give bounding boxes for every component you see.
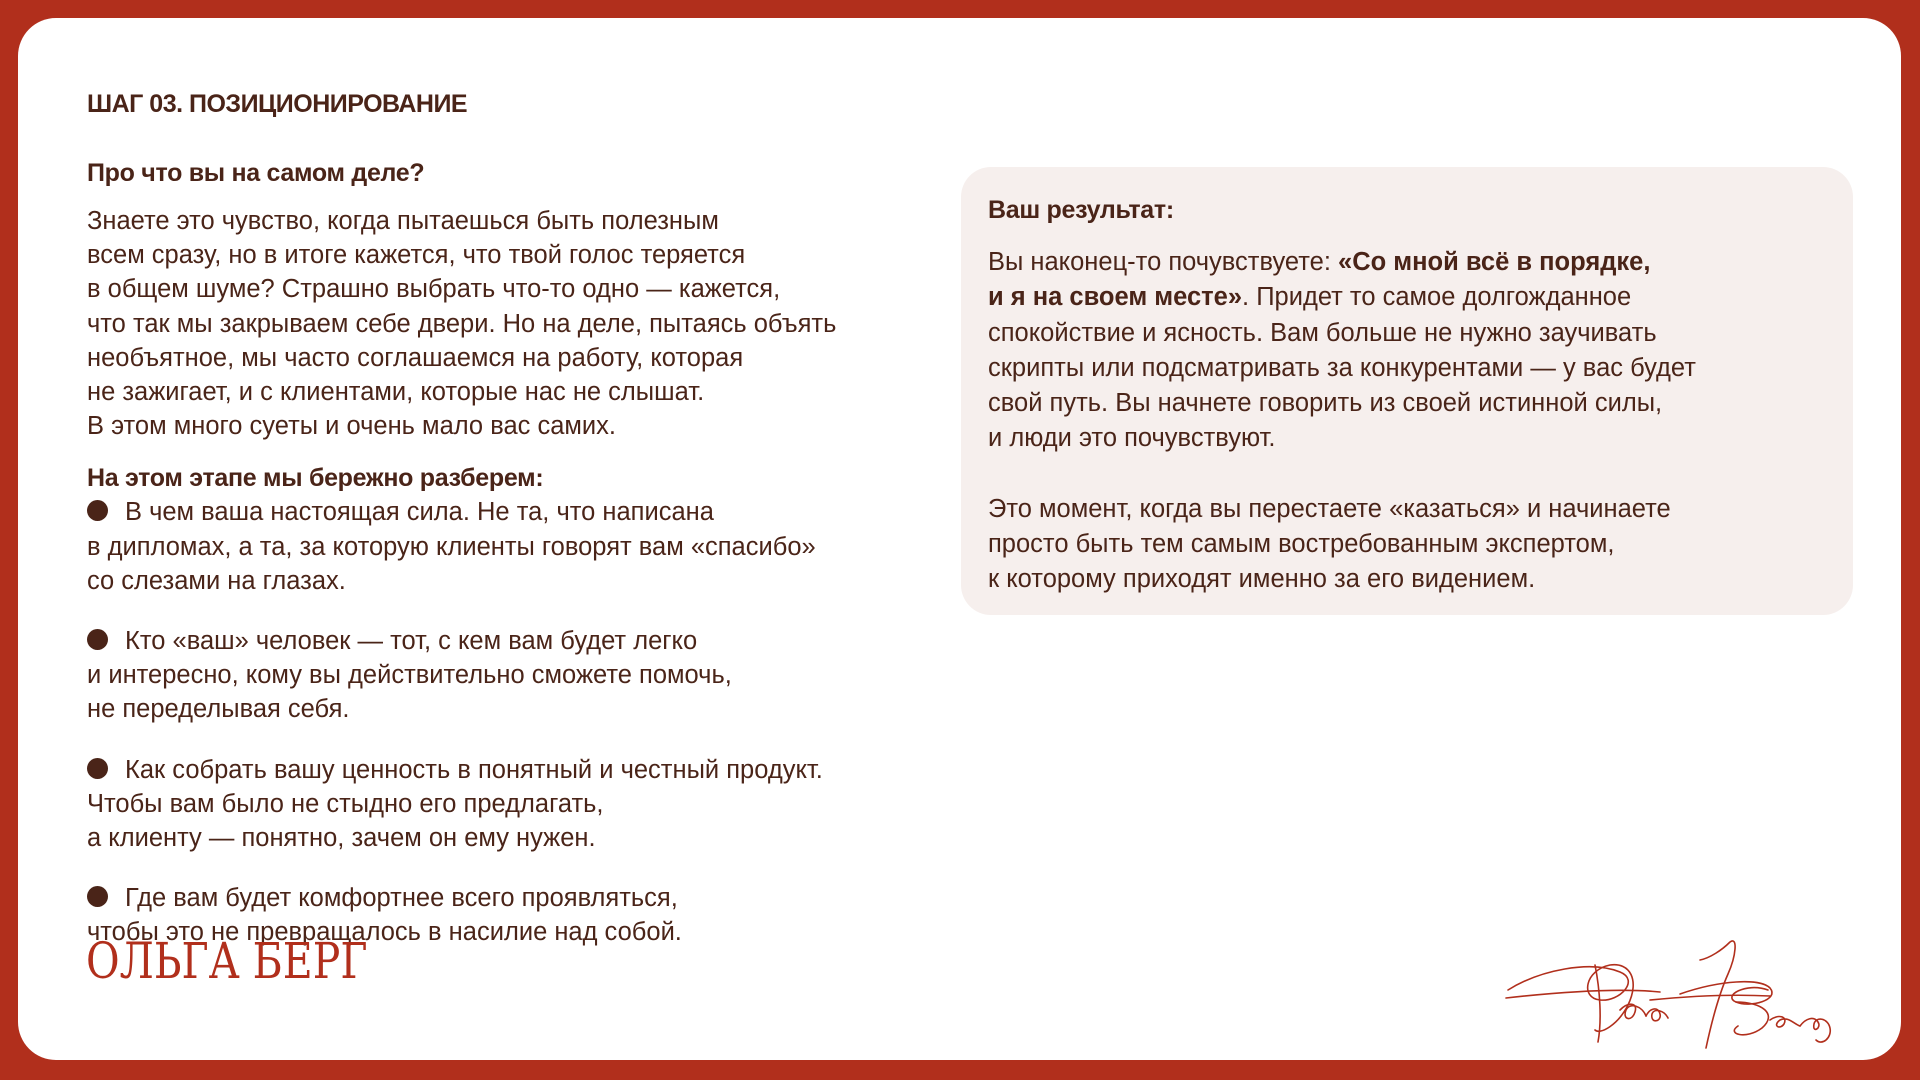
brand-logo: ОЛЬГА БЕРГ (86, 932, 368, 990)
list-item-text: Где вам будет комфортнее всего проявляться, чтобы это не превращалось в насилие над собой. (87, 884, 682, 947)
stage-heading: На этом этапе мы бережно разберем: (87, 464, 544, 493)
result-paragraph-2: Это момент, когда вы перестаете «казаться» и начинаете просто быть тем самым востребованным экспертом, к которому приходят именно за его видением. (988, 494, 1671, 594)
bullet-list (87, 495, 947, 949)
list-item (87, 495, 947, 598)
bullet-dot-icon (87, 886, 108, 907)
left-column (87, 156, 947, 950)
bullet-dot-icon (87, 500, 108, 521)
bullet-dot-icon (87, 629, 108, 650)
result-title: Ваш результат: (988, 196, 1174, 224)
result-rest: . Придет то самое долгожданное спокойствие и ясность. Вам больше не нужно заучивать скрипты или подсматривать за конкурентами — у вас будет свой путь. Вы начнете говорить из своей истинной силы, и люди это почувствуют. (988, 283, 1696, 453)
list-item-text: Как собрать вашу ценность в понятный и честный продукт. Чтобы вам было не стыдно его предлагать, а клиенту — понятно, зачем он ему нужен. (87, 755, 823, 853)
list-item-text: В чем ваша настоящая сила. Не та, что написана в дипломах, а та, за которую клиенты говорят вам «спасибо» со слезами на глазах. (87, 498, 816, 595)
result-box (961, 167, 1853, 615)
intro-paragraph: Знаете это чувство, когда пытаешься быть полезным всем сразу, но в итоге кажется, что твой голос теряется в общем шуме? Страшно выбрать что-то одно — кажется, что так мы закрываем себе двери. Но на деле, пытаясь объять необъятное, мы часто соглашаемся на работу, которая не зажигает, и с клиентами, которые нас не слышат. В этом много суеты и очень мало вас самих. (87, 207, 837, 441)
bullet-dot-icon (87, 758, 108, 779)
list-item (87, 624, 947, 727)
question-heading: Про что вы на самом деле? (87, 159, 425, 187)
list-item-text: Кто «ваш» человек — тот, с кем вам будет легко и интересно, кому вы действительно сможете помочь, не переделывая себя. (87, 627, 732, 724)
list-item (87, 753, 947, 856)
step-title: ШАГ 03. ПОЗИЦИОНИРОВАНИЕ (87, 90, 468, 118)
result-paragraph (988, 245, 1829, 457)
slide-card (18, 18, 1901, 1060)
signature-icon (1500, 930, 1860, 1055)
result-quote: «Со мной всё в порядке, и я на своем месте» (988, 248, 1651, 312)
result-lead: Вы наконец-то почувствуете: (988, 248, 1339, 276)
